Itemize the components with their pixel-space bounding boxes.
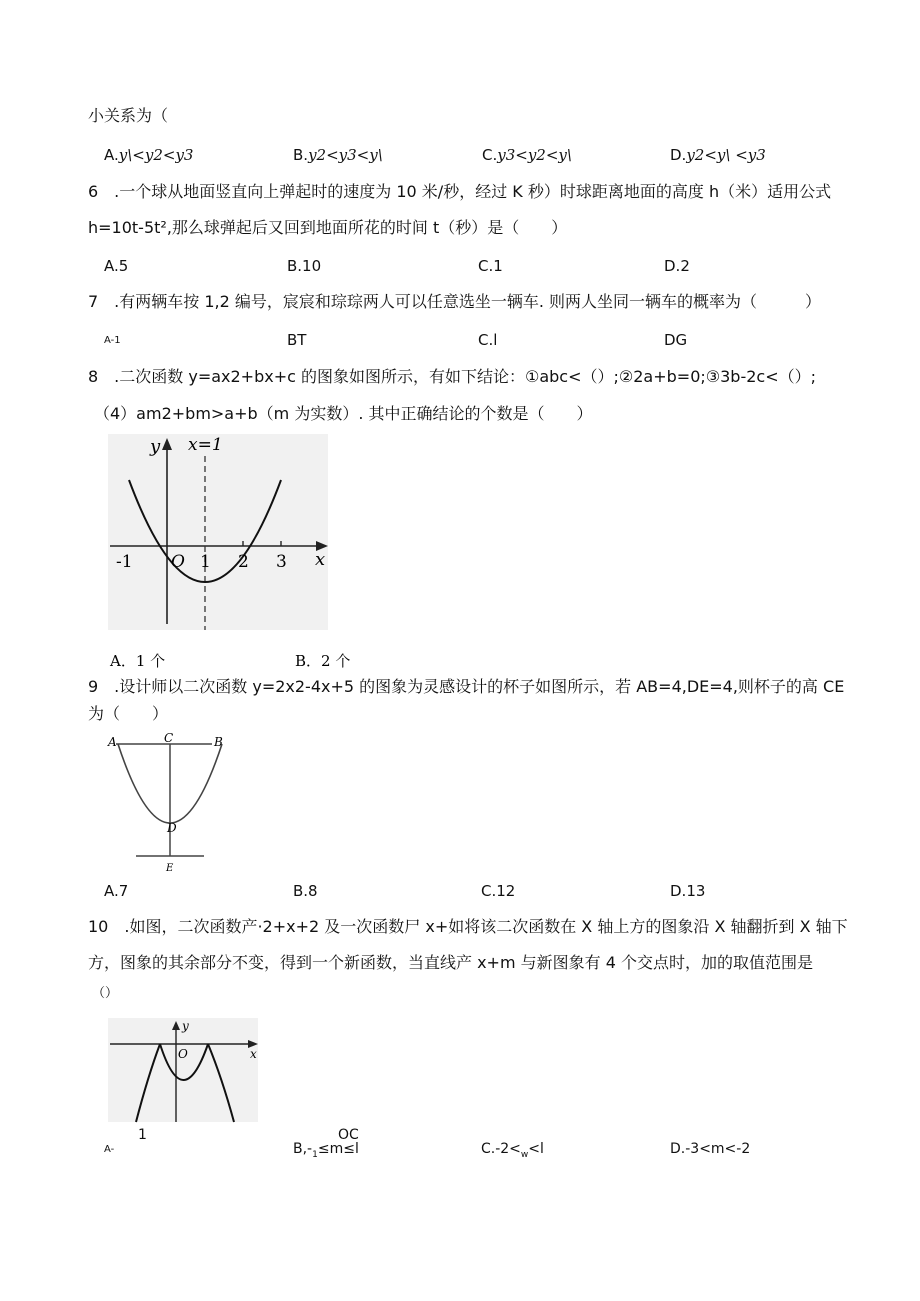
q10-line-1: 10 .如图，二次函数产·2+x+2 及一次函数尸 x+如将该二次函数在 X 轴上方的图象沿 X 轴翻折到 X 轴下	[88, 917, 848, 936]
q10-option-a-letter: A-	[104, 1144, 115, 1155]
q8-tick-label-2: 2	[238, 552, 249, 572]
q5-stem-tail: 小关系为（	[88, 106, 169, 125]
q10-option-b-sub: 1	[312, 1149, 318, 1160]
q10-origin-label: O	[178, 1047, 188, 1061]
q10-option-b	[293, 1139, 359, 1165]
q10-line-2: 方，图象的其余部分不变，得到一个新函数，当直线产 x+m 与新图象有 4 个交点时，加的取值范围是	[88, 953, 813, 972]
q5-option-b-text: y2<y3<y\	[308, 146, 383, 164]
q6-option-c: C.1	[478, 257, 503, 275]
q10-option-c-text: C.-2<	[481, 1141, 521, 1157]
q10-figure-background	[108, 1018, 258, 1122]
q8-tick-label-3: 3	[276, 552, 287, 572]
q10-option-b-text: B,-	[293, 1141, 313, 1157]
q9-cup-figure	[106, 732, 230, 874]
q8-line-2: （4）am2+bm>a+b（m 为实数）. 其中正确结论的个数是（ ）	[94, 404, 593, 423]
q10-option-c-sub: w	[520, 1149, 529, 1160]
q8-origin-label: O	[171, 552, 185, 572]
q8-tick-label-1: 1	[200, 552, 211, 572]
q10-option-b-top: OC	[338, 1127, 359, 1143]
q5-option-c-letter: C.	[482, 146, 498, 164]
q9-label-a: A	[108, 735, 117, 749]
q6-option-d: D.2	[664, 257, 690, 275]
q9-label-d: D	[167, 821, 177, 835]
q5-option-a-text: y\<y2<y3	[118, 146, 194, 164]
q10-option-c	[481, 1139, 544, 1165]
q10-x-label: x	[250, 1047, 257, 1061]
q9-line-2: 为（ ）	[88, 704, 169, 723]
q6-option-a: A.5	[104, 257, 129, 275]
q9-label-c: C	[164, 732, 174, 745]
q10-option-a-number: 1	[138, 1127, 147, 1143]
q7-option-a: A-1	[104, 335, 121, 346]
q9-option-a: A.7	[104, 882, 129, 900]
q7-line-1: 7 .有两辆车按 1,2 编号，宸宸和琮琮两人可以任意选坐一辆车. 则两人坐同一辆车的概率为（ ）	[88, 292, 822, 311]
q5-option-b-letter: B.	[293, 146, 309, 164]
q9-line-1: 9 .设计师以二次函数 y=2x2-4x+5 的图象为灵感设计的杯子如图所示，若 AB=4,DE=4,则杯子的高 CE	[88, 677, 845, 696]
q6-line-2: h=10t-5t²,那么球弹起后又回到地面所花的时间 t（秒）是（ ）	[88, 218, 568, 237]
q8-option-b: B．2 个	[295, 652, 351, 670]
q6-line-1: 6 .一个球从地面竖直向上弹起时的速度为 10 米/秒，经过 K 秒）时球距离地面的高度 h（米）适用公式	[88, 182, 832, 201]
q5-option-b	[293, 145, 383, 165]
q6-option-b: B.10	[287, 257, 322, 275]
q8-line-1: 8 .二次函数 y=ax2+bx+c 的图象如图所示，有如下结论：①abc<（）;②2a+b=0;③3b-2c<（）;	[88, 367, 816, 386]
q5-option-d	[670, 145, 766, 165]
q9-option-c: C.12	[481, 882, 516, 900]
q8-tick-label-neg1: -1	[116, 552, 133, 572]
q8-parabola-figure	[108, 434, 354, 672]
q10-option-c-rest: <l	[528, 1141, 544, 1157]
q5-option-d-text: y2<y\ <y3	[686, 146, 766, 164]
q8-y-label: y	[150, 436, 161, 457]
q9-option-d: D.13	[670, 882, 706, 900]
q7-option-d: DG	[664, 331, 688, 349]
q10-option-d: D.-3<m<-2	[670, 1141, 751, 1157]
q7-option-c: C.l	[478, 331, 498, 349]
q8-line-label: x=1	[188, 435, 223, 455]
q5-option-a	[104, 145, 193, 165]
q9-label-b: B	[214, 735, 223, 749]
q5-option-d-letter: D.	[670, 146, 687, 164]
q5-option-a-letter: A.	[104, 146, 119, 164]
q10-y-label: y	[182, 1019, 189, 1033]
q8-figure-background	[108, 434, 328, 630]
q8-option-a: A．1 个	[110, 652, 166, 670]
q9-option-b: B.8	[293, 882, 318, 900]
q10-option-b-rest: ≤m≤l	[317, 1141, 359, 1157]
q8-x-label: x	[315, 549, 326, 570]
q5-option-c-text: y3<y2<y\	[497, 146, 572, 164]
q10-line-3: （）	[92, 986, 119, 1001]
q5-option-c	[482, 145, 572, 165]
q9-label-e: E	[166, 863, 174, 874]
q7-option-b: BT	[287, 331, 307, 349]
q10-graph-figure	[108, 1018, 264, 1124]
